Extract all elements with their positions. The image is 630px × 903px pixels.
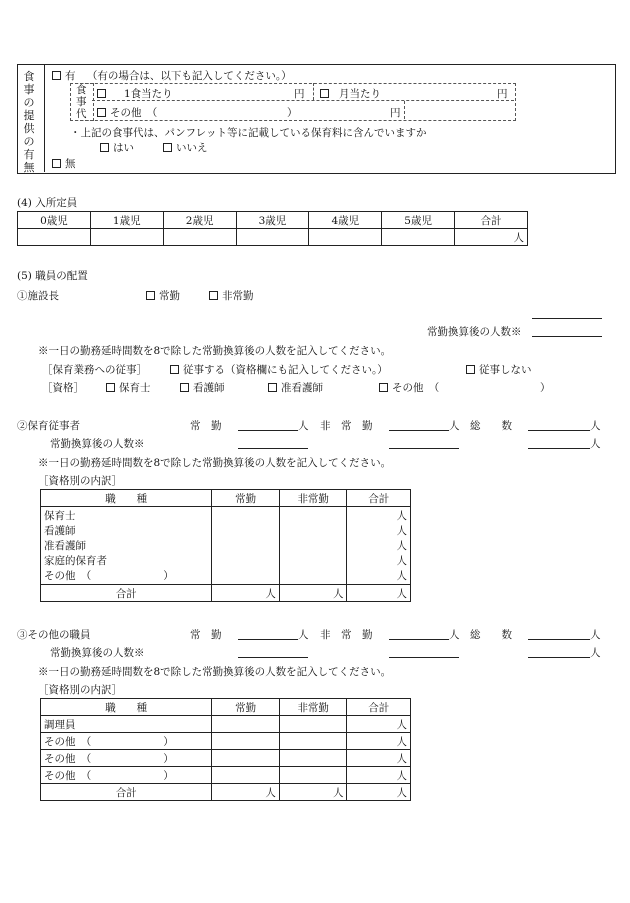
qual-nurse-option[interactable]: 看護師 [180,380,225,395]
director-fulltime-option[interactable]: 常勤 [146,288,180,303]
table-header-row: 職 種 常勤 非常勤 合計 [41,699,411,716]
other-conv-total-input[interactable] [528,657,590,658]
capacity-4-input[interactable] [309,229,382,246]
engage-no-option[interactable]: 従事しない [466,362,532,377]
qual-nurse-teacher-option[interactable]: 保育士 [106,380,151,395]
other-parttime-input[interactable] [389,639,449,640]
childcare-conv-total-input[interactable] [528,448,590,449]
meal-other-checkbox[interactable] [97,108,106,117]
director-parttime-option[interactable]: 非常勤 [209,288,254,303]
childcare-breakdown-label: ［資格別の内訳］ [38,475,122,487]
capacity-heading: (4) 入所定員 [17,197,78,209]
table-row: 調理員 人 [41,716,411,733]
meal-cost-label: 食事代 [76,84,87,120]
childcare-parttime-input[interactable] [389,430,449,431]
capacity-header-row: 0歳児 1歳児 2歳児 3歳児 4歳児 5歳児 合計 [18,212,528,229]
childcare-breakdown-table: 職 種 常勤 非常勤 合計 保育士 看護師 准看護師 家庭的保育者 その他 （ ） 人 人 人 人 人 合計 人 人 人 [40,489,411,602]
capacity-1-input[interactable] [90,229,163,246]
childcare-fulltime-column[interactable] [212,507,280,585]
per-meal-option[interactable]: 1食当たり [97,86,173,101]
table-total-row: 合計 人 人 人 [41,585,411,602]
childcare-total-column[interactable]: 人 人 人 人 人 [347,507,411,585]
table-row: その他 （ ） 人 [41,733,411,750]
engage-yes-option[interactable]: 従事する（資格欄にも記入してください。） [170,362,388,377]
answer-no-option[interactable]: いいえ [163,140,208,155]
childcare-parttime-column[interactable] [279,507,347,585]
engage-yes-checkbox[interactable] [170,365,179,374]
director-conversion-input[interactable] [532,336,602,337]
capacity-3-input[interactable] [236,229,309,246]
answer-yes-option[interactable]: はい [100,140,134,155]
director-label: ①施設長 [17,290,59,302]
childcare-total-input[interactable] [528,430,590,431]
childcare-fulltime-input[interactable] [238,430,298,431]
meal-no-option[interactable]: 無 [52,156,76,171]
qual-other-option[interactable]: その他 （ [379,380,439,395]
other-breakdown-label: ［資格別の内訳］ [38,684,122,696]
other-note: ※一日の勤務延時間数を8で除した常勤換算後の人数を記入してください。 [38,666,392,678]
qual-assistant-nurse-option[interactable]: 准看護師 [268,380,323,395]
table-header-row: 職 種 常勤 非常勤 合計 [41,490,411,507]
other-total-input[interactable] [528,639,590,640]
other-conv-fulltime-input[interactable] [238,657,308,658]
per-meal-checkbox[interactable] [97,89,106,98]
meal-other-yen: 円 [390,107,401,119]
other-fulltime-input[interactable] [238,639,298,640]
per-month-option[interactable]: 月当たり [320,86,381,101]
staff-heading: (5) 職員の配置 [17,270,88,282]
other-conversion-label: 常勤換算後の人数※ [50,647,145,659]
capacity-table [17,211,528,246]
childcare-label: ②保育従事者 [17,420,80,432]
table-row: その他 （ ） 人 [41,767,411,784]
other-staff-label: ③その他の職員 [17,629,91,641]
meal-question: ・上記の食事代は、パンフレット等に記載している保育料に含んでいますか [70,127,427,139]
answer-no-checkbox[interactable] [163,143,172,152]
director-note: ※一日の勤務延時間数を8で除した常勤換算後の人数を記入してください。 [38,345,392,357]
meal-other-option[interactable]: その他 （ [97,105,157,120]
childcare-conversion-label: 常勤換算後の人数※ [50,438,145,450]
capacity-0-input[interactable] [18,229,91,246]
meal-yes-checkbox[interactable] [52,71,61,80]
answer-yes-checkbox[interactable] [100,143,109,152]
other-conv-parttime-input[interactable] [389,657,459,658]
childcare-note: ※一日の勤務延時間数を8で除した常勤換算後の人数を記入してください。 [38,457,392,469]
capacity-total-input[interactable]: 人 [455,229,528,246]
director-parttime-checkbox[interactable] [209,291,218,300]
childcare-conv-fulltime-input[interactable] [238,448,308,449]
childcare-conv-parttime-input[interactable] [389,448,459,449]
meal-no-checkbox[interactable] [52,159,61,168]
engage-no-checkbox[interactable] [466,365,475,374]
table-row: その他 （ ） 人 [41,750,411,767]
meal-side-label: 食事の提供の有無 [23,70,35,174]
per-month-yen: 円 [497,88,508,100]
table-total-row: 合計 人 人 人 [41,784,411,801]
per-month-checkbox[interactable] [320,89,329,98]
engage-label: ［保育業務への従事］ [42,364,147,376]
director-fulltime-checkbox[interactable] [146,291,155,300]
meal-yes-option[interactable]: 有 （有の場合は、以下も記入してください。） [52,68,292,83]
qualification-label: ［資格］ [42,382,84,394]
capacity-input-row [18,229,528,246]
other-breakdown-table [40,698,411,801]
capacity-2-input[interactable] [163,229,236,246]
per-meal-yen: 円 [294,88,305,100]
director-conversion-label: 常勤換算後の人数※ [427,326,522,338]
capacity-5-input[interactable] [382,229,455,246]
